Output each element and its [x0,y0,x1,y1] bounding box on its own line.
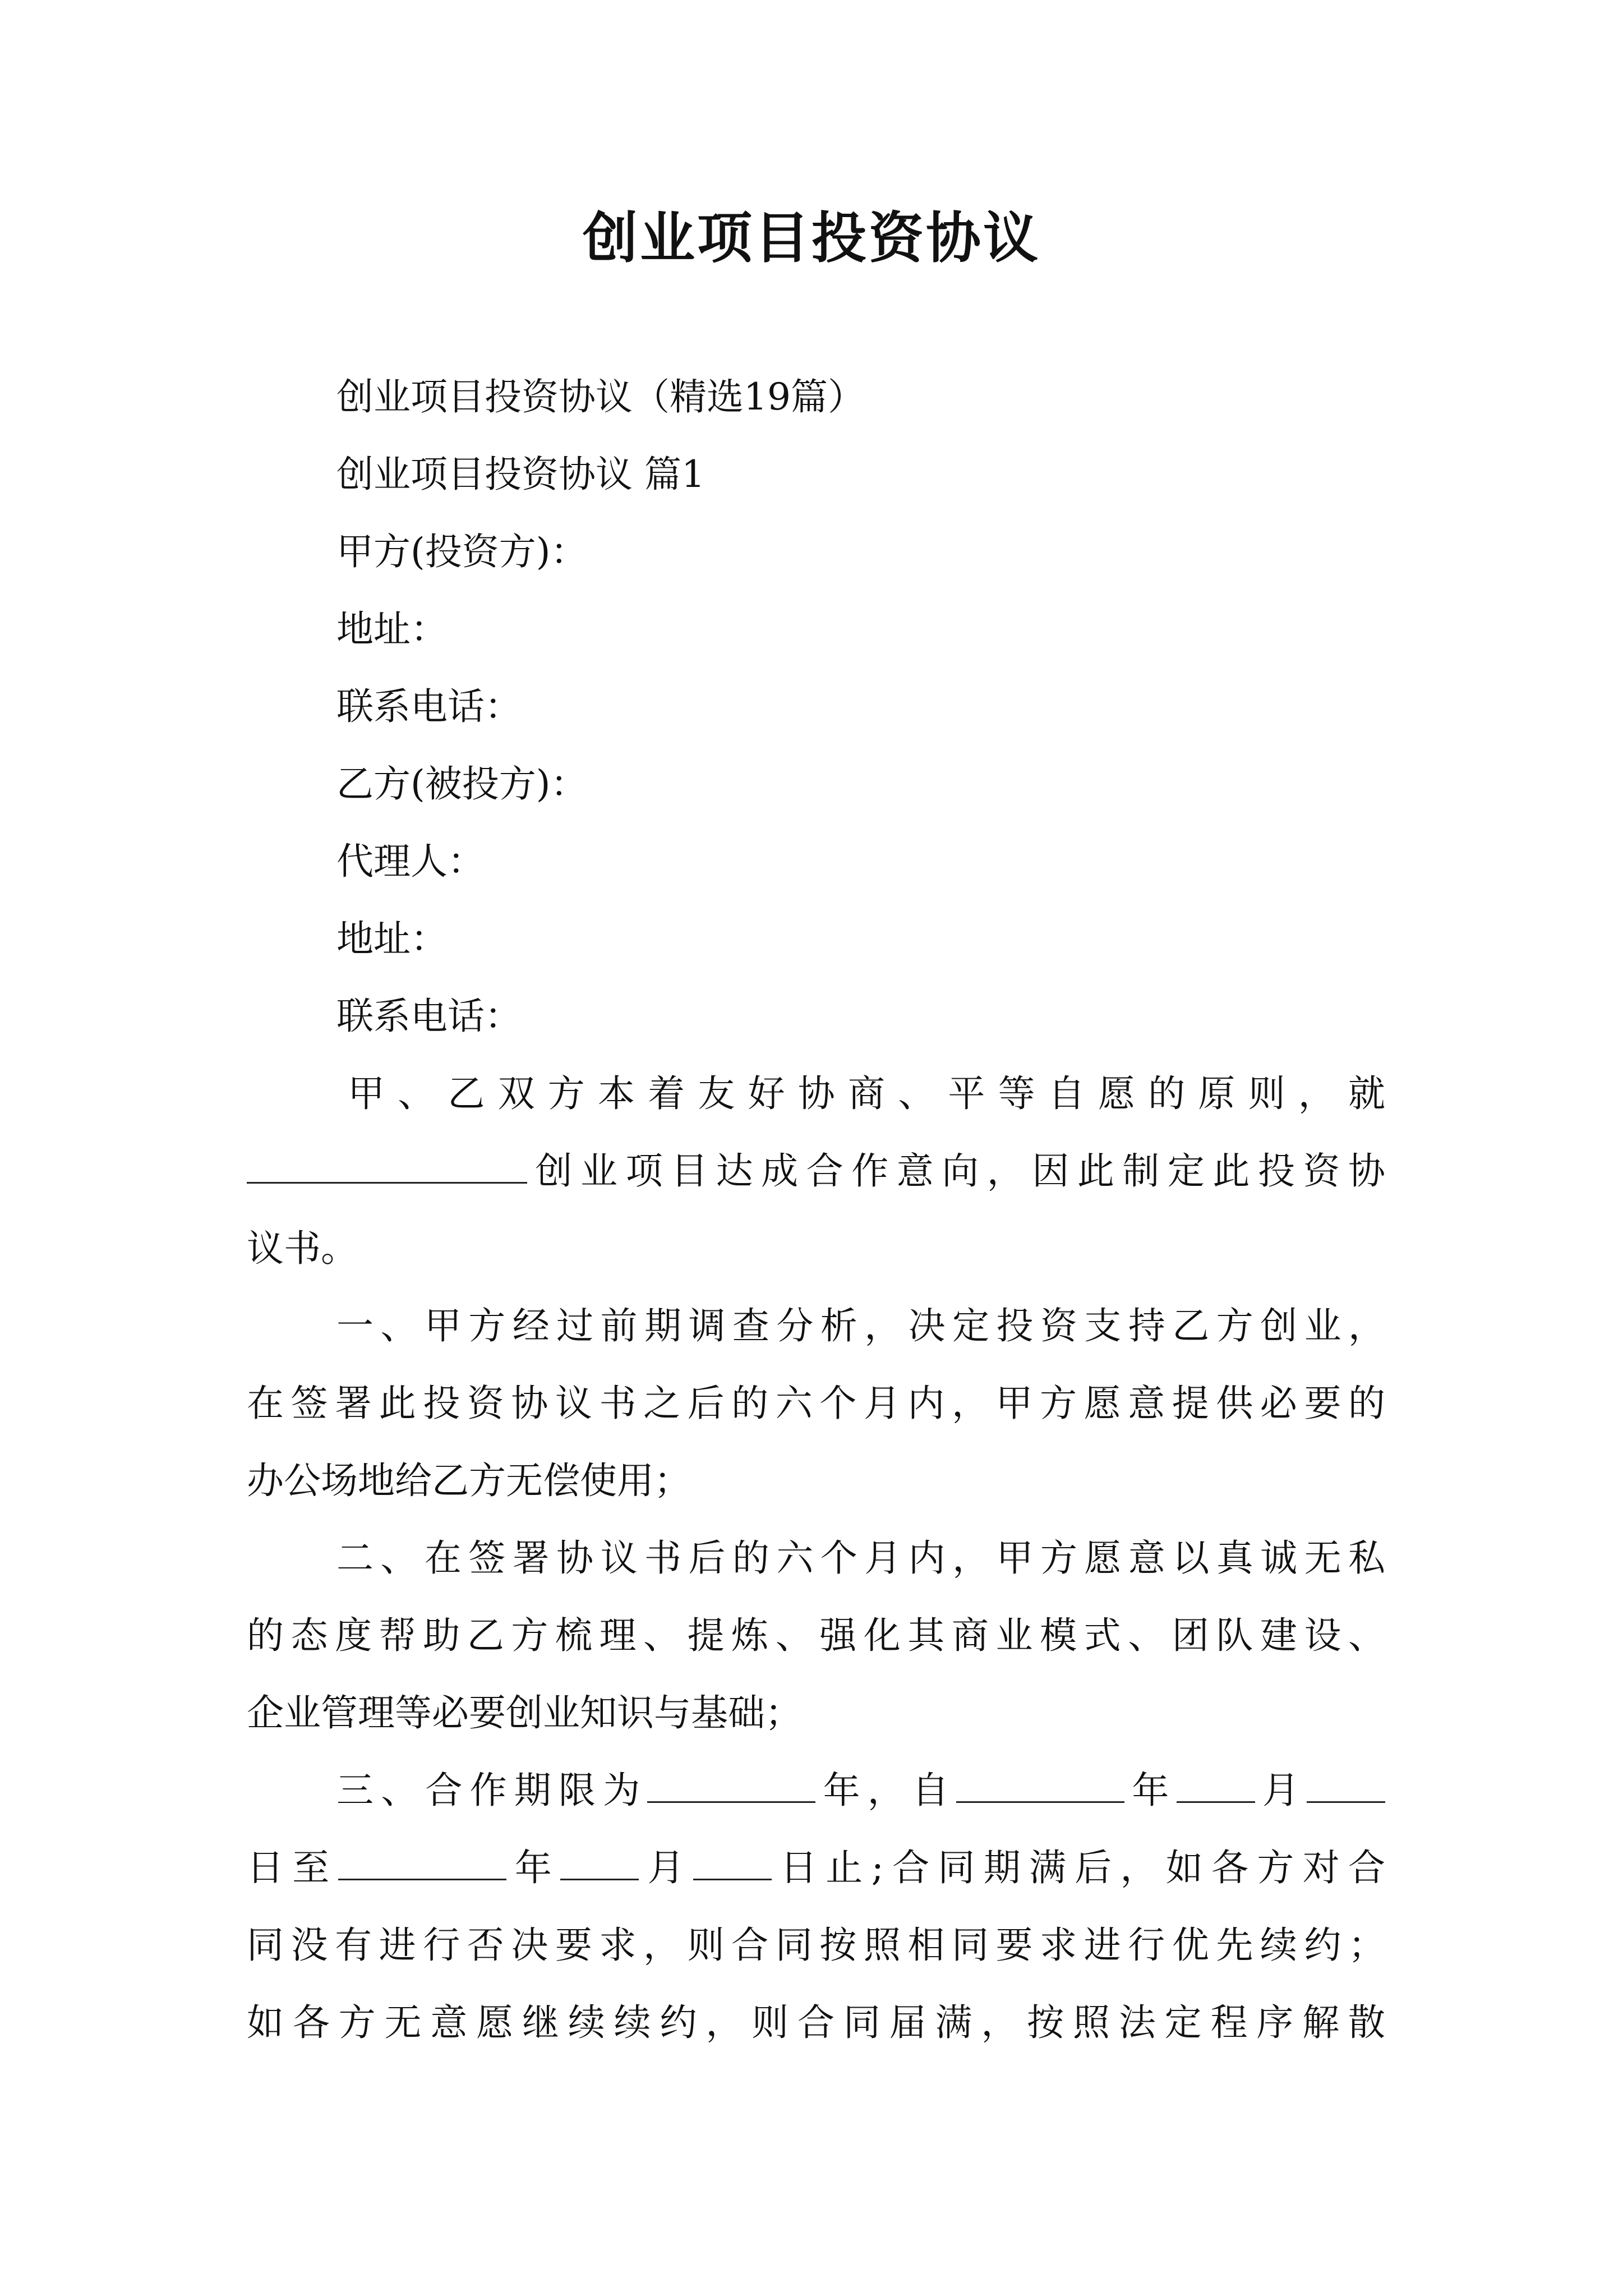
section-heading: 创业项目投资协议 篇1 [336,453,705,496]
start-year-blank [956,1764,1124,1803]
clause-1-line-1: 一、甲方经过前期调查分析，决定投资支持乙方创业， [336,1304,1385,1347]
clause-1-line-3: 办公场地给乙方无偿使用； [247,1459,691,1502]
clause-3-month-label: 月 [1255,1769,1307,1812]
clause-3-line-3: 同没有进行否决要求，则合同按照相同要求进行优先续约； [247,1924,1385,1967]
intro-line-2-text: 创业项目达成合作意向，因此制定此投资协 [527,1149,1385,1193]
project-name-blank [247,1145,527,1184]
start-month-blank [1177,1764,1255,1803]
party-a-label: 甲方(投资方)： [336,530,588,573]
clause-3-renewal-text: 日止;合同期满后，如各方对合 [771,1846,1385,1889]
end-year-blank [338,1842,506,1880]
term-years-blank [647,1764,815,1803]
start-day-blank [1307,1764,1385,1803]
document-subtitle: 创业项目投资协议（精选19篇） [336,375,865,418]
party-a-address-label: 地址： [336,608,448,651]
clause-3-year-label: 年 [1124,1769,1177,1812]
clause-3-term-label: 三、合作期限为 [336,1769,648,1812]
clause-3-from-label: 年，自 [815,1769,957,1812]
clause-3-line-4: 如各方无意愿继续续约，则合同届满，按照法定程序解散 [247,2001,1385,2044]
clause-2-line-3: 企业管理等必要创业知识与基础； [247,1691,802,1734]
party-b-label: 乙方(被投方)： [336,762,588,806]
party-b-phone-label: 联系电话： [336,995,522,1038]
end-month-blank [560,1842,639,1880]
party-b-address-label: 地址： [336,917,448,960]
clause-1-line-2: 在签署此投资协议书之后的六个月内，甲方愿意提供必要的 [247,1382,1385,1425]
intro-line-1: 甲、乙双方本着友好协商、平等自愿的原则，就 [348,1072,1385,1115]
intro-line-3: 议书。 [247,1227,358,1270]
clause-3-end-month-label: 月 [639,1846,693,1889]
party-a-phone-label: 联系电话： [336,685,522,728]
party-b-agent-label: 代理人： [336,840,485,883]
document-title: 创业项目投资协议 [582,206,1040,270]
clause-3-line-2 [247,1841,1385,1895]
clause-2-line-1: 二、在签署协议书后的六个月内，甲方愿意以真诚无私 [336,1536,1385,1580]
clause-3-end-year-label: 年 [506,1846,561,1889]
intro-line-2 [247,1144,1385,1198]
clause-3-line-1 [336,1764,1385,1818]
end-day-blank [693,1842,772,1880]
clause-3-to-label: 日至 [247,1846,338,1889]
clause-2-line-2: 的态度帮助乙方梳理、提炼、强化其商业模式、团队建设、 [247,1614,1385,1657]
